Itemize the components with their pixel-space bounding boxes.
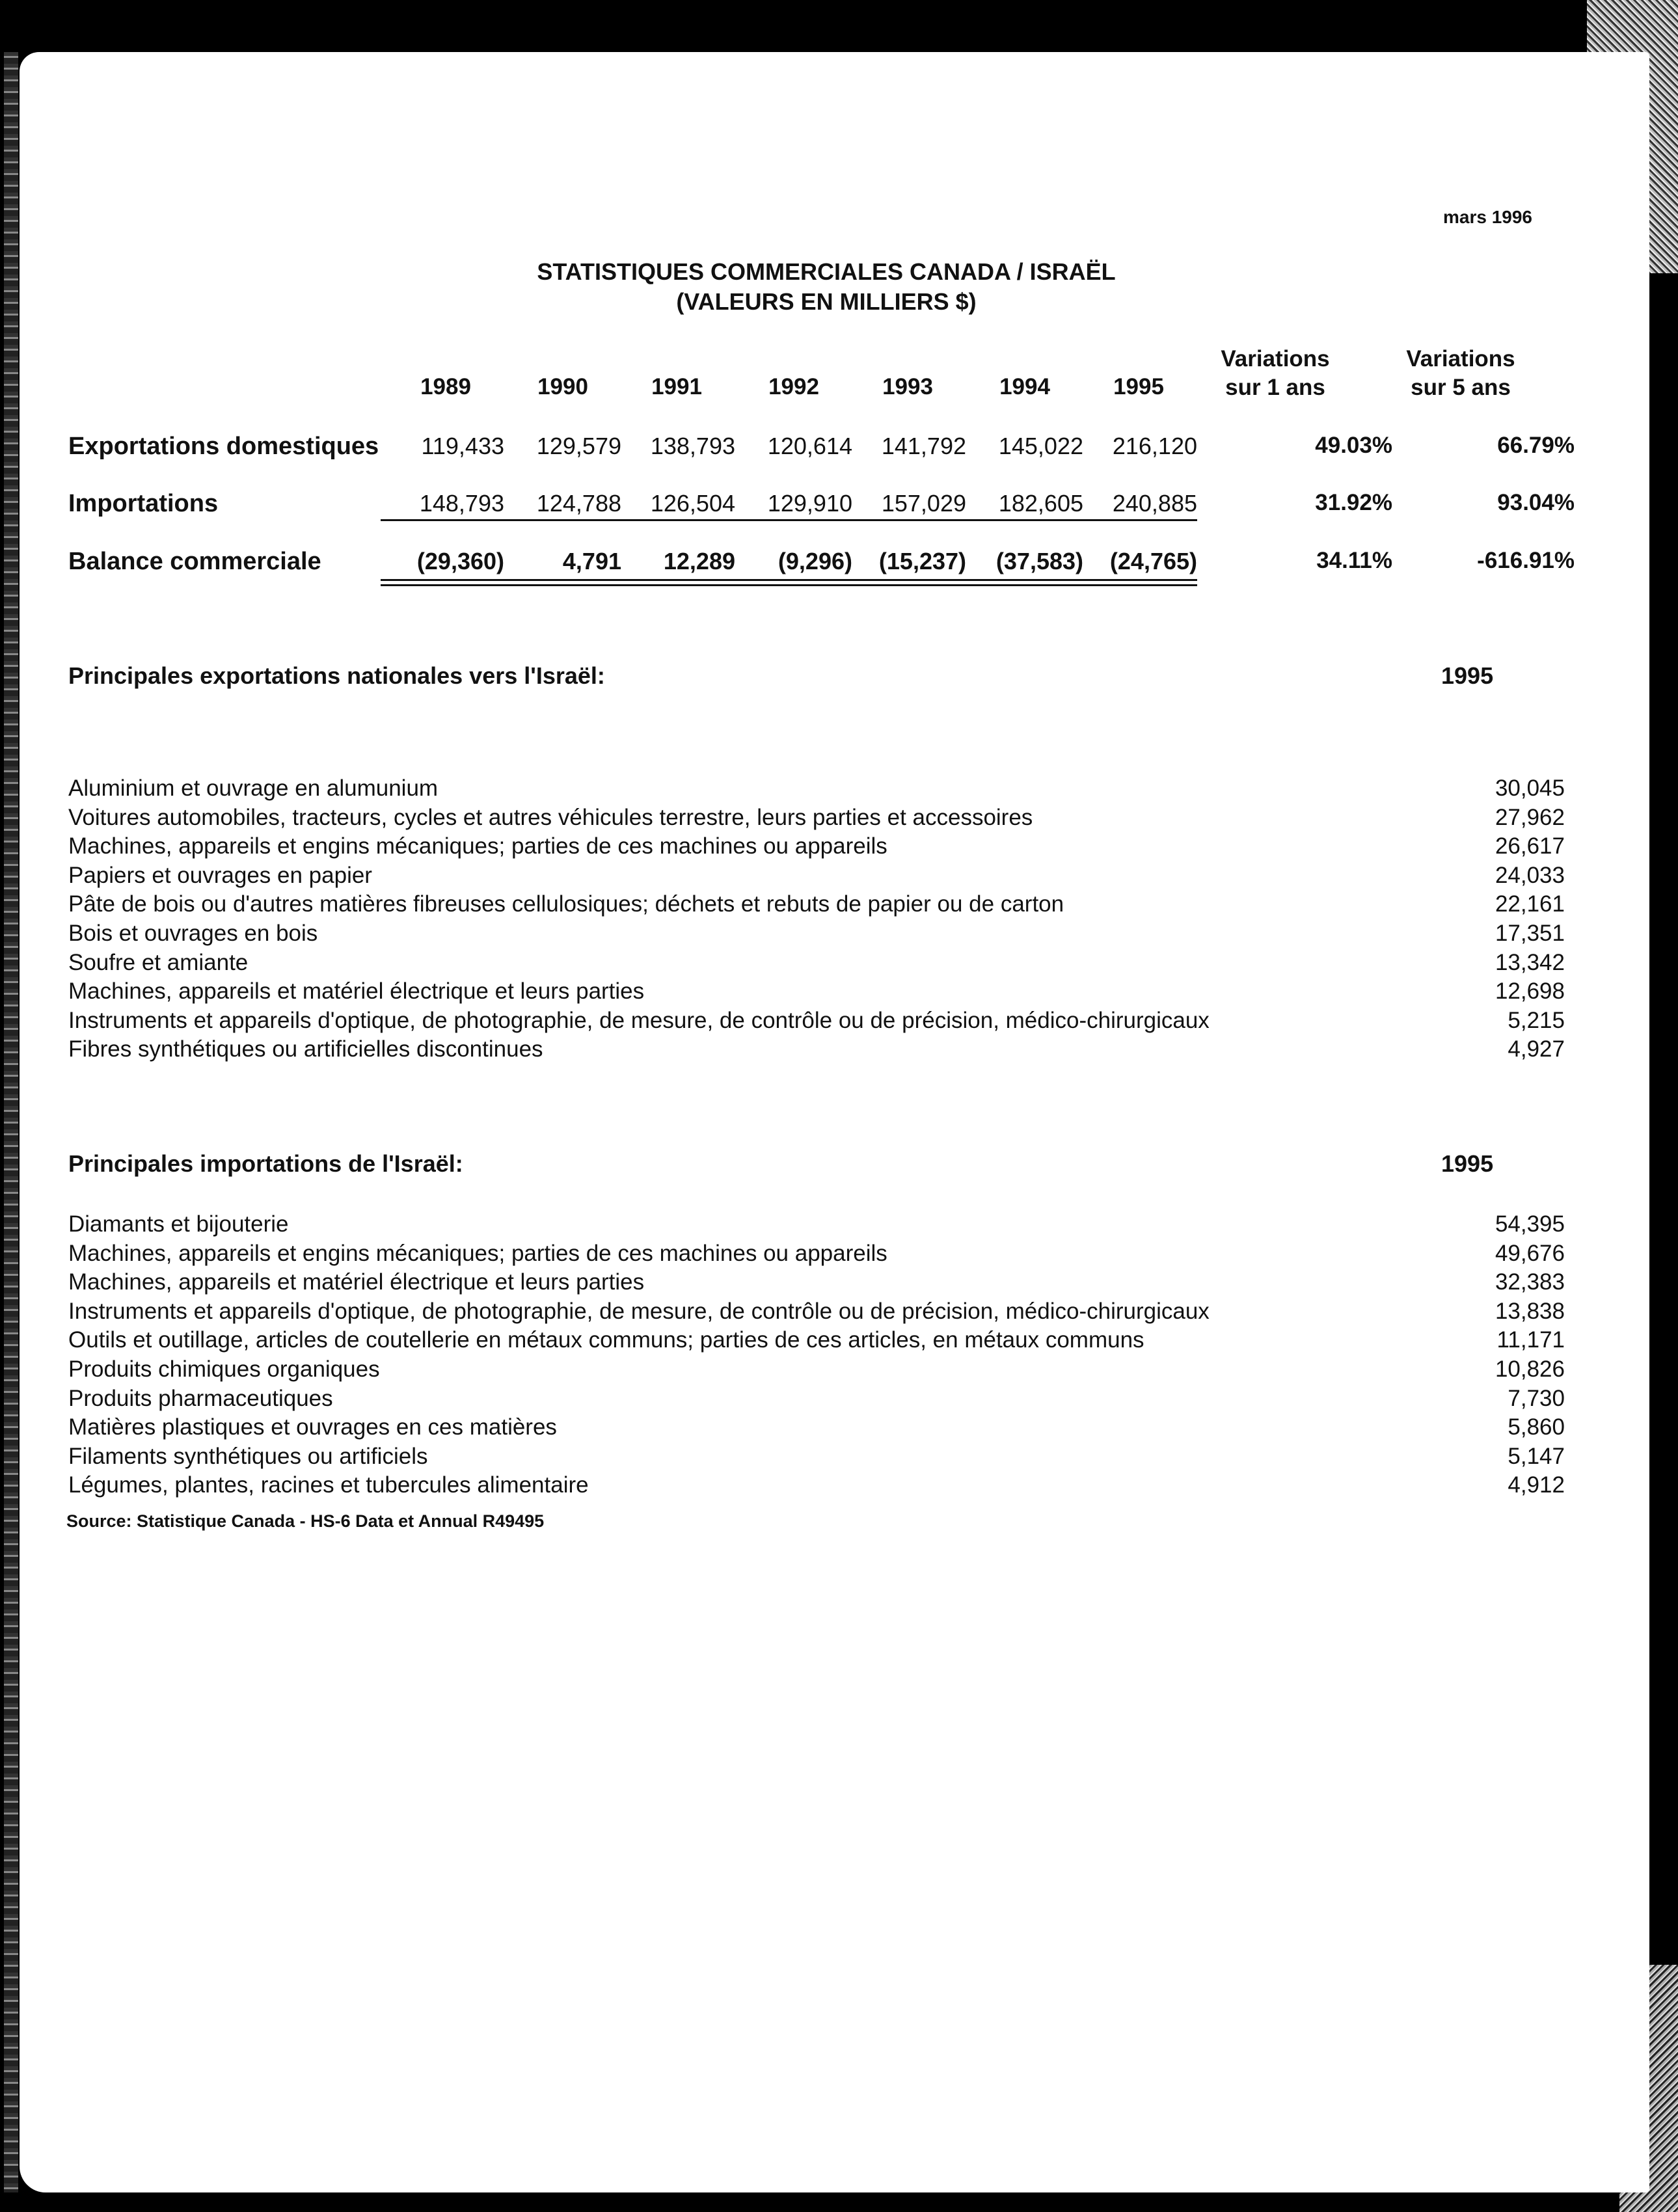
list-item-value: 13,342: [1495, 949, 1565, 975]
variation-1yr-cell: 31.92%: [1315, 490, 1392, 515]
list-item-value: 12,698: [1495, 978, 1565, 1005]
trade-value-cell: 145,022: [998, 433, 1083, 459]
trade-value-cell: (9,296): [778, 548, 852, 574]
document-title: [20, 257, 1633, 317]
list-item-label: Filaments synthétiques ou artificiels: [68, 1443, 428, 1469]
list-item-label: Outils et outillage, articles de coutellerie en métaux communs; parties de ces articles, en métaux communs: [68, 1327, 1144, 1353]
year-header: 1994: [999, 374, 1050, 399]
list-item-value: 22,161: [1495, 891, 1565, 917]
trade-value-cell: (37,583): [995, 548, 1083, 574]
list-item-label: Légumes, plantes, racines et tubercules alimentaire: [68, 1472, 589, 1498]
trade-value-cell: 216,120: [1112, 433, 1197, 459]
list-item-label: Machines, appareils et engins mécaniques; parties de ces machines ou appareils: [68, 1240, 887, 1266]
variation-1yr-cell: 34.11%: [1316, 548, 1392, 573]
list-item-value: 10,826: [1495, 1356, 1565, 1382]
trade-value-cell: (15,237): [878, 548, 966, 574]
year-header: 1989: [420, 374, 471, 399]
variation-5yr-cell: -616.91%: [1477, 548, 1575, 573]
scan-edge: [4, 52, 18, 2192]
list-item-value: 5,215: [1508, 1007, 1565, 1033]
list-item-label: Diamants et bijouterie: [68, 1211, 289, 1237]
year-header: 1992: [768, 374, 819, 399]
trade-value-cell: 124,788: [536, 490, 621, 517]
trade-value-cell: 120,614: [767, 433, 852, 459]
variation-1yr-line-2: sur 1 ans: [1225, 375, 1325, 400]
list-item-value: 11,171: [1496, 1327, 1565, 1353]
table-rule-double-bottom: [381, 584, 1197, 586]
imports-heading: Principales importations de l'Israël:: [68, 1150, 463, 1177]
list-item-label: Bois et ouvrages en bois: [68, 921, 318, 946]
year-header: 1990: [537, 374, 588, 399]
document-date: mars 1996: [1442, 207, 1532, 227]
trade-value-cell: 12,289: [663, 548, 735, 574]
variation-1yr-line-1: Variations: [1221, 346, 1330, 371]
list-item-value: 54,395: [1495, 1211, 1565, 1237]
trade-value-cell: 4,791: [562, 548, 621, 574]
list-item-label: Fibres synthétiques ou artificielles discontinues: [68, 1036, 543, 1062]
table-rule-single: [381, 519, 1197, 521]
list-item-label: Instruments et appareils d'optique, de photographie, de mesure, de contrôle ou de précision, médico-chirurgicaux: [68, 1298, 1210, 1324]
source-note: Source: Statistique Canada - HS-6 Data et Annual R49495: [66, 1511, 545, 1531]
list-item-label: Machines, appareils et engins mécaniques; parties de ces machines ou appareils: [68, 833, 887, 859]
list-item-label: Soufre et amiante: [68, 949, 249, 975]
year-header: 1991: [651, 374, 702, 399]
variation-1yr-cell: 49.03%: [1315, 433, 1392, 458]
trade-value-cell: 148,793: [419, 490, 504, 517]
list-item-value: 5,860: [1508, 1414, 1565, 1440]
list-item-value: 5,147: [1508, 1443, 1565, 1469]
variation-5yr-cell: 66.79%: [1497, 433, 1575, 458]
trade-value-cell: (24,765): [1109, 548, 1197, 574]
list-item-value: 13,838: [1495, 1298, 1565, 1324]
list-item-label: Produits chimiques organiques: [68, 1356, 380, 1382]
document-page: [20, 52, 1649, 2192]
variation-5yr-line-2: sur 5 ans: [1411, 375, 1511, 400]
trade-value-cell: 157,029: [881, 490, 966, 517]
list-item-label: Produits pharmaceutiques: [68, 1385, 333, 1411]
imports-year: 1995: [1441, 1150, 1494, 1177]
list-item-value: 30,045: [1495, 776, 1565, 801]
list-item-value: 24,033: [1495, 862, 1565, 888]
list-item-label: Papiers et ouvrages en papier: [68, 862, 372, 888]
trade-row-label: Importations: [68, 490, 219, 517]
variation-5yr-header: [1383, 345, 1539, 402]
trade-value-cell: (29,360): [416, 548, 504, 574]
variation-5yr-line-1: Variations: [1406, 346, 1515, 371]
list-item-value: 32,383: [1495, 1269, 1565, 1295]
trade-value-cell: 129,910: [767, 490, 852, 517]
list-item-label: Machines, appareils et matériel électrique et leurs parties: [68, 1269, 645, 1295]
trade-row-label: Balance commerciale: [68, 548, 321, 575]
exports-heading: Principales exportations nationales vers l'Israël:: [68, 662, 605, 689]
exports-year: 1995: [1441, 662, 1494, 689]
list-item-value: 17,351: [1495, 921, 1565, 946]
table-rule-double-top: [381, 579, 1197, 581]
title-line-1: STATISTIQUES COMMERCIALES CANADA / ISRAËL: [537, 258, 1116, 285]
list-item-value: 7,730: [1508, 1385, 1565, 1411]
list-item-label: Instruments et appareils d'optique, de photographie, de mesure, de contrôle ou de précision, médico-chirurgicaux: [68, 1007, 1210, 1033]
year-header: 1995: [1113, 374, 1164, 399]
list-item-label: Voitures automobiles, tracteurs, cycles et autres véhicules terrestre, leurs parties et accessoires: [68, 804, 1033, 830]
list-item-label: Machines, appareils et matériel électrique et leurs parties: [68, 978, 645, 1005]
list-item-value: 49,676: [1495, 1240, 1565, 1266]
title-line-2: (VALEURS EN MILLIERS $): [676, 288, 977, 315]
variation-1yr-header: [1197, 345, 1353, 402]
trade-value-cell: 141,792: [881, 433, 966, 459]
trade-value-cell: 126,504: [650, 490, 735, 517]
trade-value-cell: 240,885: [1112, 490, 1197, 517]
trade-value-cell: 182,605: [998, 490, 1083, 517]
list-item-value: 4,927: [1508, 1036, 1565, 1062]
list-item-value: 27,962: [1495, 804, 1565, 830]
trade-row-label: Exportations domestiques: [68, 433, 379, 460]
list-item-value: 4,912: [1508, 1472, 1565, 1498]
list-item-label: Matières plastiques et ouvrages en ces matières: [68, 1414, 557, 1440]
trade-value-cell: 138,793: [650, 433, 735, 459]
trade-value-cell: 129,579: [536, 433, 621, 459]
year-header: 1993: [882, 374, 933, 399]
trade-value-cell: 119,433: [421, 433, 504, 459]
list-item-label: Aluminium et ouvrage en alumunium: [68, 776, 439, 801]
list-item-value: 26,617: [1495, 833, 1565, 859]
list-item-label: Pâte de bois ou d'autres matières fibreuses cellulosiques; déchets et rebuts de papier ou de carton: [68, 891, 1064, 917]
variation-5yr-cell: 93.04%: [1497, 490, 1575, 515]
